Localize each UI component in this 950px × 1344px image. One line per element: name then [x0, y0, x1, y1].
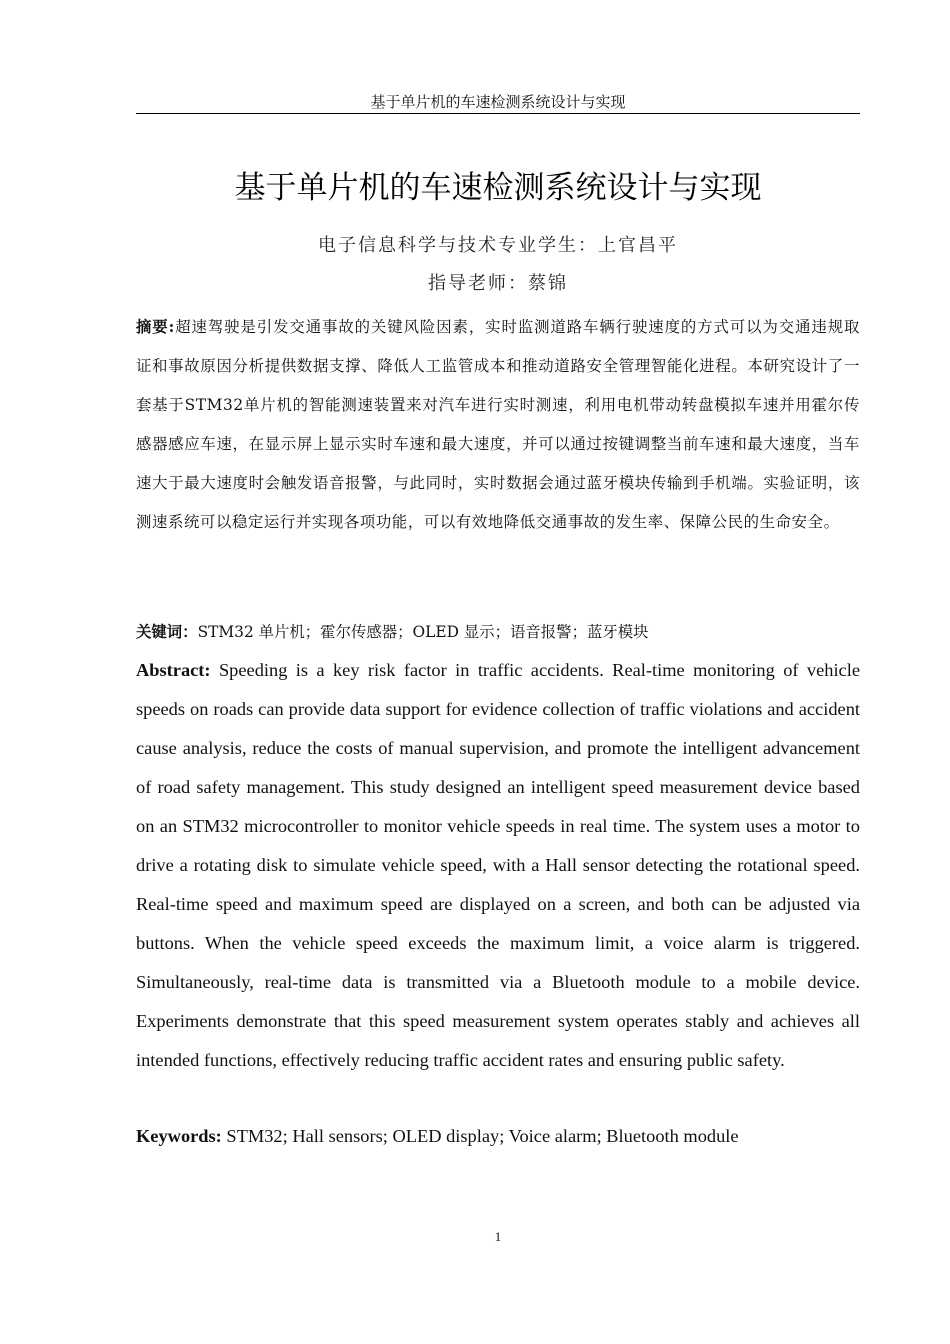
- advisor-line: 指导老师：蔡锦: [428, 273, 568, 294]
- paper-title: 基于单片机的车速检测系统设计与实现: [234, 170, 762, 206]
- english-abstract-text: Speeding is a key risk factor in traffic accidents. Real-time monitoring of vehicle speeds on roads can provide data support for evidence collection of traffic violations and accident cause analysis, reduce the costs of manual supervision, and promote the intelligent advancement of road safety management. This study designed an intelligent speed measurement device based on an STM32 microcontroller to monitor vehicle speeds in real time. The system uses a motor to drive a rotating disk to simulate vehicle speed, with a Hall sensor detecting the rotational speed. Real-time speed and maximum speed are displayed on a screen, and both can be adjusted via buttons. When the vehicle speed exceeds the maximum limit, a voice alarm is triggered. Simultaneously, real-time data is transmitted via a Bluetooth module to a mobile device. Experiments demonstrate that this speed measurement system operates stably and achieves all intended functions, effectively reducing traffic accident rates and ensuring public safety.: [136, 660, 860, 1070]
- english-keywords-text: STM32; Hall sensors; OLED display; Voice alarm; Bluetooth module: [226, 1126, 739, 1146]
- author-line: 电子信息科学与技术专业学生：上官昌平: [318, 235, 678, 256]
- english-keywords-label: Keywords:: [136, 1126, 222, 1146]
- chinese-abstract: [136, 308, 860, 542]
- english-abstract-label: Abstract:: [136, 660, 211, 680]
- page-number: 1: [494, 1229, 502, 1244]
- chinese-keywords: [136, 620, 860, 644]
- header-divider: [136, 113, 860, 114]
- running-header: 基于单片机的车速检测系统设计与实现: [370, 93, 626, 111]
- chinese-abstract-text: 超速驾驶是引发交通事故的关键风险因素，实时监测道路车辆行驶速度的方式可以为交通违规取证和事故原因分析提供数据支撑、降低人工监管成本和推动道路安全管理智能化进程。本研究设计了一套基于STM32单片机的智能测速装置来对汽车进行实时测速，利用电机带动转盘模拟车速并用霍尔传感器感应车速，在显示屏上显示实时车速和最大速度，并可以通过按键调整当前车速和最大速度，当车速大于最大速度时会触发语音报警，与此同时，实时数据会通过蓝牙模块传输到手机端。实验证明，该测速系统可以稳定运行并实现各项功能，可以有效地降低交通事故的发生率、保障公民的生命安全。: [136, 318, 860, 531]
- english-keywords: [136, 1124, 860, 1148]
- chinese-abstract-label: 摘要:: [136, 318, 175, 336]
- chinese-keywords-label: 关键词：: [136, 623, 198, 641]
- chinese-keywords-text: STM32 单片机；霍尔传感器；OLED 显示；语音报警；蓝牙模块: [197, 623, 649, 641]
- english-abstract: [136, 651, 860, 1080]
